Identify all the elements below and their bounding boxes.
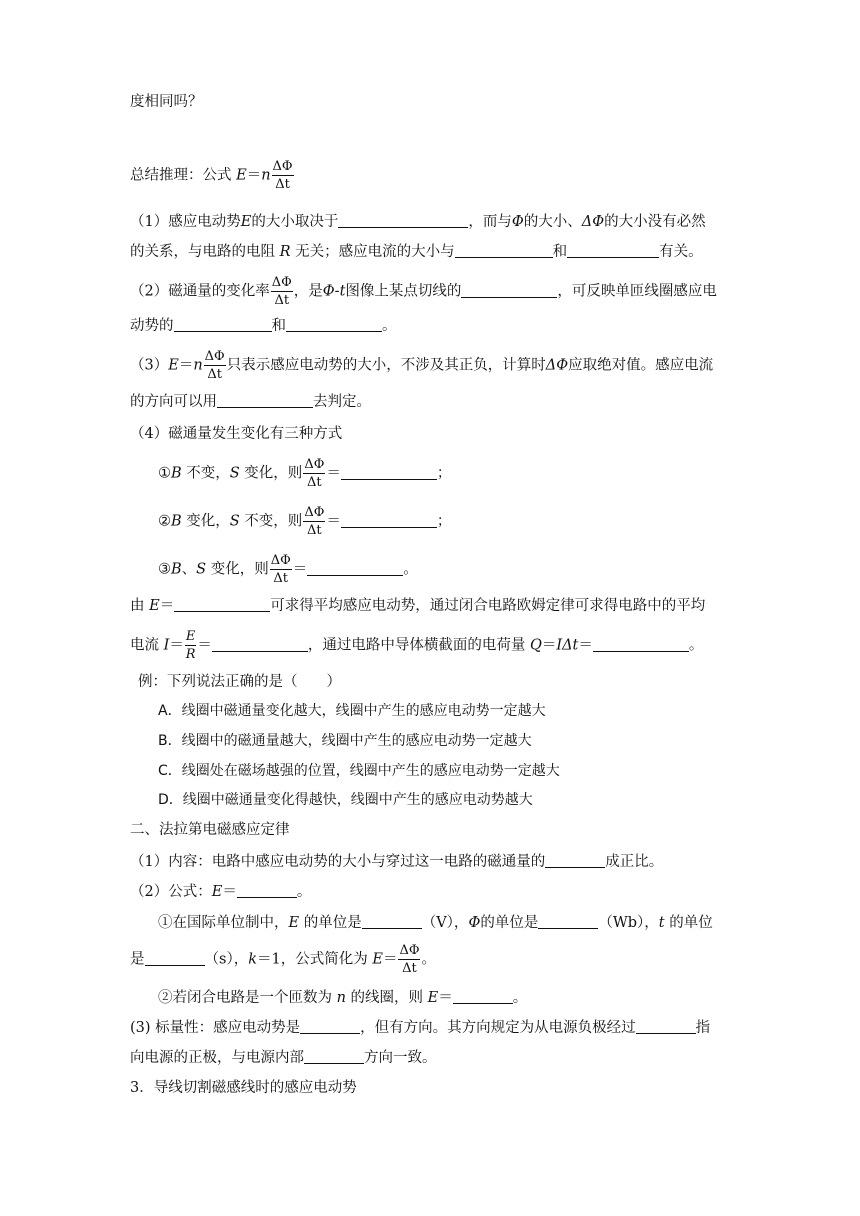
numerator: ΔΦ	[270, 553, 291, 568]
point-2-line-a	[130, 276, 717, 307]
var-B: B	[171, 465, 182, 482]
equals: ＝	[382, 951, 398, 968]
var-E: E	[211, 884, 223, 900]
text: (3) 标量性：感应电动势是	[130, 1020, 301, 1036]
fraction-dphi-dt	[271, 276, 293, 307]
denominator: Δt	[307, 475, 322, 490]
numerator: ΔΦ	[271, 275, 292, 290]
var-S: S	[229, 513, 240, 530]
denominator: Δt	[273, 571, 289, 586]
text: 是	[130, 951, 145, 968]
equals: ＝	[246, 167, 262, 184]
text: 图像上某点切线的	[345, 283, 462, 300]
way-1-line	[158, 458, 451, 489]
answer-blank[interactable]	[538, 913, 598, 929]
text: 3．导线切割磁感线时的感应电动势	[130, 1080, 357, 1096]
text: ，通过电路中导体横截面的电荷量	[307, 637, 530, 654]
var-E: E	[185, 629, 196, 644]
answer-blank[interactable]	[237, 882, 297, 898]
text: 方向一致。	[364, 1050, 437, 1066]
text: 可求得平均感应电动势，通过闭合电路欧姆定律可求得电路中的平均	[270, 598, 706, 614]
text: 。	[512, 990, 528, 1006]
answer-blank[interactable]	[212, 636, 308, 652]
way-3-line	[158, 554, 418, 585]
answer-blank[interactable]	[145, 950, 205, 966]
answer-blank[interactable]	[217, 392, 313, 408]
section-3-heading	[130, 1078, 357, 1098]
average-emf-line	[130, 596, 705, 616]
text: 、	[181, 561, 197, 578]
numerator: ΔΦ	[204, 349, 225, 364]
answer-blank[interactable]	[300, 1018, 360, 1034]
var-phi: Φ	[468, 915, 481, 931]
var-phi: Φ	[511, 214, 524, 230]
var-dphi: ΔΦ	[545, 357, 569, 374]
answer-blank[interactable]	[341, 464, 437, 480]
text: 度相同吗？	[130, 94, 203, 110]
equals: ＝	[326, 465, 341, 482]
equals: ＝	[178, 357, 194, 374]
text: 电流	[130, 637, 164, 654]
equals: ＝	[541, 637, 557, 654]
text: 指	[695, 1020, 711, 1036]
text: 应取绝对值。感应电流	[568, 357, 714, 374]
var-I: I	[163, 637, 170, 654]
text: 变化，则	[239, 465, 303, 482]
answer-blank[interactable]	[545, 852, 605, 868]
text: 的单位是	[299, 915, 362, 931]
answer-blank[interactable]	[174, 596, 270, 612]
equals: ＝	[197, 637, 212, 654]
var-I-dt: IΔt	[556, 637, 579, 654]
answer-blank[interactable]	[304, 1048, 364, 1064]
var-phi-t: Φ-t	[322, 283, 346, 300]
numerator: ΔΦ	[272, 159, 293, 174]
si-units-line-a	[158, 913, 713, 933]
text: 只表示感应电动势的大小，不涉及其正负，计算时	[226, 357, 546, 374]
current-line	[130, 630, 703, 661]
answer-blank[interactable]	[286, 316, 382, 332]
text: （3）	[130, 357, 169, 374]
text: ②	[158, 513, 171, 530]
var-E: E	[372, 951, 383, 968]
text: （s），	[204, 951, 249, 968]
numerator: ΔΦ	[304, 505, 325, 520]
text: C．线圈处在磁场越强的位置，线圈中产生的感应电动势一定越大	[158, 763, 560, 779]
text: 的单位是	[480, 915, 539, 931]
var-E: E	[168, 357, 179, 374]
text: 。	[688, 637, 704, 654]
var-n: n	[193, 357, 203, 374]
text: 。	[403, 561, 418, 578]
text: ③	[158, 561, 171, 578]
equals: ＝	[326, 513, 341, 530]
example-question	[138, 672, 341, 692]
text: 成正比。	[605, 854, 664, 870]
text: ，而与	[468, 214, 512, 230]
text: D．线圈中磁通量变化得越快，线圈中产生的感应电动势越大	[158, 792, 533, 808]
scalar-line-a	[130, 1018, 710, 1038]
numerator	[185, 630, 197, 646]
text: 去判定。	[313, 394, 371, 410]
var-t: t	[658, 915, 665, 931]
answer-blank[interactable]	[567, 242, 659, 258]
equals: ＝	[222, 884, 237, 900]
text: 的单位	[664, 915, 713, 931]
option-c[interactable]	[158, 761, 560, 781]
var-R: R	[185, 647, 196, 662]
text: 。	[296, 884, 312, 900]
text: 和	[552, 244, 568, 260]
text: 总结推理：公式	[130, 167, 237, 184]
answer-blank[interactable]	[455, 242, 553, 258]
text: ；	[436, 513, 452, 530]
numerator: ΔΦ	[399, 943, 420, 958]
continuation-line	[130, 92, 203, 112]
var-R: R	[279, 244, 291, 260]
text: 的方向可以用	[130, 394, 217, 410]
text: 向电源的正极，与电源内部	[130, 1050, 304, 1066]
text: 的大小、	[523, 214, 582, 230]
text: 变化，	[181, 513, 230, 530]
denominator: Δt	[402, 961, 417, 976]
text: 的大小取决于	[251, 214, 339, 230]
scalar-line-b	[130, 1048, 437, 1068]
text: 无关；感应电流的大小与	[290, 244, 455, 260]
var-E: E	[236, 167, 247, 184]
fraction-dphi-dt	[303, 458, 325, 489]
text: ；	[436, 465, 452, 482]
text: 和	[271, 318, 286, 334]
denominator	[185, 646, 197, 661]
text: 不变，	[181, 465, 230, 482]
text: 变化，则	[206, 561, 269, 578]
point-1-line-a	[130, 212, 706, 232]
point-1-line-b	[130, 242, 703, 262]
fraction-dphi-dt	[204, 350, 226, 381]
text: 由	[130, 598, 150, 614]
text: （Wb），	[598, 915, 659, 931]
text: （1）内容：电路中感应电动势的大小与穿过这一电路的磁通量的	[130, 854, 546, 870]
equals: ＝	[438, 990, 453, 1006]
text: A．线圈中磁通量变化越大，线圈中产生的感应电动势一定越大	[158, 703, 546, 719]
fraction-dphi-dt	[272, 160, 294, 191]
answer-blank[interactable]	[593, 636, 689, 652]
answer-blank[interactable]	[307, 560, 403, 576]
point-2-line-b	[130, 316, 397, 336]
fraction-E-R	[185, 630, 197, 661]
text: 的大小没有必然	[604, 214, 706, 230]
closed-circuit-line	[158, 988, 527, 1008]
text: ，但有方向。其方向规定为从电源负极经过	[360, 1020, 636, 1036]
text: 例：下列说法正确的是（ ）	[138, 674, 341, 690]
text: ①在国际单位制中，	[158, 915, 289, 931]
var-E: E	[288, 915, 300, 931]
text: 不变，则	[239, 513, 303, 530]
equals: ＝	[578, 637, 593, 654]
text: ，是	[293, 283, 323, 300]
var-k: k	[248, 951, 257, 968]
text: （2）公式：	[130, 884, 212, 900]
text: ②若闭合电路是一个匝数为	[158, 990, 337, 1006]
text: 有关。	[659, 244, 703, 260]
var-E: E	[149, 598, 160, 614]
var-S: S	[196, 561, 207, 578]
equals: ＝	[169, 637, 184, 654]
numerator: ΔΦ	[304, 457, 325, 472]
var-n: n	[261, 167, 271, 184]
equals: ＝	[292, 561, 308, 578]
text: （1）感应电动势	[130, 214, 241, 230]
text: （V），	[421, 915, 469, 931]
point-3-line-a	[130, 350, 713, 381]
answer-blank[interactable]	[461, 282, 557, 298]
text: 的关系，与电路的电阻	[130, 244, 280, 260]
point-3-line-b	[130, 392, 371, 412]
var-E: E	[240, 214, 252, 230]
var-S: S	[229, 465, 240, 482]
answer-blank[interactable]	[636, 1018, 696, 1034]
answer-blank[interactable]	[362, 913, 422, 929]
denominator: Δt	[307, 523, 322, 538]
var-Q: Q	[529, 637, 542, 654]
denominator: Δt	[275, 177, 290, 192]
answer-blank[interactable]	[174, 316, 272, 332]
denominator: Δt	[207, 367, 222, 382]
text: ，可反映单匝线圈感应电	[557, 283, 717, 300]
text: 。	[382, 318, 397, 334]
fraction-dphi-dt	[303, 506, 325, 537]
si-units-line-b	[130, 944, 436, 975]
text: ＝1，公式简化为	[257, 951, 373, 968]
point-4-heading	[130, 424, 342, 444]
option-a[interactable]	[158, 701, 546, 721]
text: 的线圈，则	[345, 990, 428, 1006]
denominator: Δt	[274, 293, 290, 308]
var-E: E	[427, 990, 439, 1006]
text: ①	[158, 465, 171, 482]
text: （4）磁通量发生变化有三种方式	[130, 426, 343, 442]
answer-blank[interactable]	[453, 988, 513, 1004]
text: 二、法拉第电磁感应定律	[130, 822, 290, 838]
text: 。	[421, 951, 436, 968]
summary-formula-line	[130, 160, 295, 191]
var-B: B	[171, 513, 182, 530]
way-2-line	[158, 506, 451, 537]
option-d[interactable]	[158, 790, 533, 810]
law-formula-line	[130, 882, 311, 902]
fraction-dphi-dt	[398, 944, 420, 975]
text: （2）磁通量的变化率	[130, 283, 270, 300]
equals: ＝	[159, 598, 175, 614]
var-dphi: ΔΦ	[581, 214, 605, 230]
option-b[interactable]	[158, 731, 532, 751]
fraction-dphi-dt	[270, 554, 292, 585]
var-B: B	[171, 561, 182, 578]
answer-blank[interactable]	[338, 212, 468, 228]
section-2-heading	[130, 820, 290, 840]
var-n: n	[336, 990, 346, 1006]
text: 动势的	[130, 318, 174, 334]
text: B．线圈中的磁通量越大，线圈中产生的感应电动势一定越大	[158, 733, 532, 749]
law-content-line	[130, 852, 663, 872]
answer-blank[interactable]	[341, 512, 437, 528]
